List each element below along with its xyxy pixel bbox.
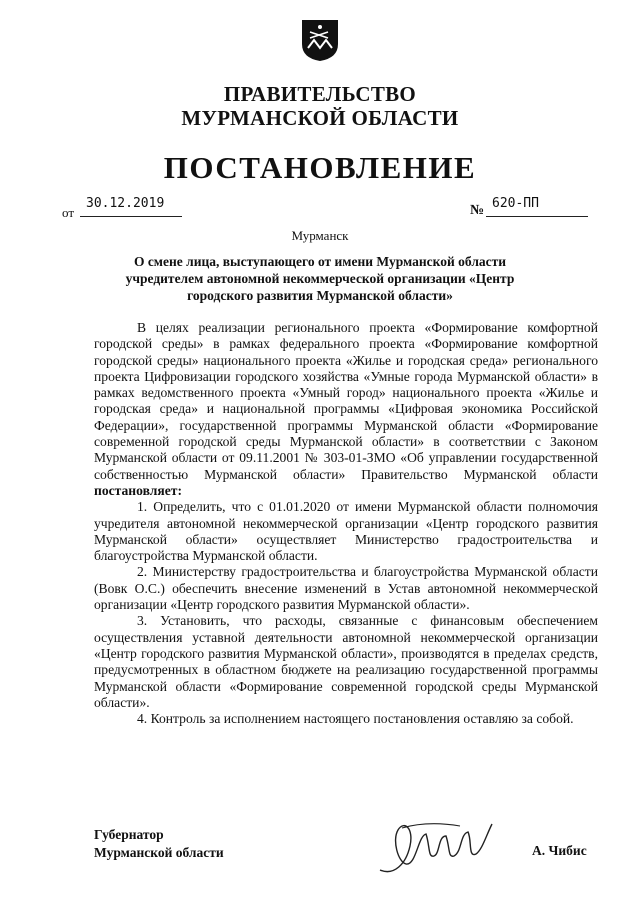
clause-4: 4. Контроль за исполнением настоящего постановления оставляю за собой. — [137, 711, 574, 727]
signatory-position — [94, 826, 224, 862]
title-line: О смене лица, выступающего от имени Мурманской области — [133, 254, 507, 269]
document-body — [94, 320, 598, 727]
position-line: Губернатор — [94, 827, 164, 842]
org-name-line2: МУРМАНСКОЙ ОБЛАСТИ — [181, 106, 459, 130]
org-name-line1: ПРАВИТЕЛЬСТВО — [223, 82, 417, 106]
date-label: от — [62, 205, 75, 220]
title-line: городского развития Мурманской области» — [187, 288, 453, 303]
document-type: ПОСТАНОВЛЕНИЕ — [163, 150, 477, 185]
document-date: 30.12.2019 — [80, 196, 182, 217]
clause-1: 1. Определить, что с 01.01.2020 от имени Мурманской области полномочия учредителя автономной некоммерческой организации «Центр городского развития Мурманской области» осуществляет Министерство градостроительства и благоустройства Мурманской области. — [94, 499, 598, 564]
clause-3: 3. Установить, что расходы, связанные с финансовым обеспечением осуществления уставной деятельности автономной некоммерческой организации «Центр городского развития Мурманской области», производятся в пределах средств, предусмотренных в областном бюджете на реализацию государственной программы Мурманской области «Формирование современной городской среды Мурманской области». — [94, 613, 598, 710]
preamble-text: В целях реализации регионального проекта «Формирование комфортной городской среды» в рамках федерального проекта «Формирование комфортной городской среды» национального проекта «Жилье и городская среда» регионального проекта Цифровизации городского хозяйства «Умные города Мурманской области» в рамках ведомственного проекта «Умный город» национального проекта «Жилье и городская среда» и национальной программы «Цифровая экономика Российской Федерации», государственной программы Мурманской области «Формирование современной городской среды Мурманской области» в соответствии с Законом Мурманской области от 09.11.2001 № 303-01-ЗМО «Об управлении государственной собственностью Мурманской области» Правительство Мурманской области — [94, 320, 598, 482]
position-line: Мурманской области — [94, 845, 224, 860]
handwritten-signature — [376, 806, 496, 886]
signatory-name: А. Чибис — [532, 843, 587, 858]
decree-word: постановляет: — [94, 482, 182, 498]
coat-of-arms-icon — [300, 18, 340, 62]
title-line: учредителем автономной некоммерческой организации «Центр — [125, 271, 515, 286]
preamble — [94, 320, 598, 499]
number-label: № — [470, 203, 485, 218]
clause-2: 2. Министерству градостроительства и благоустройства Мурманской области (Вовк О.С.) обеспечить внесение изменений в Устав автономной некоммерческой организации «Центр городского развития Мурманской области». — [94, 564, 598, 613]
city: Мурманск — [291, 228, 349, 243]
document-number: 620-ПП — [486, 196, 588, 217]
document-title — [120, 253, 520, 304]
